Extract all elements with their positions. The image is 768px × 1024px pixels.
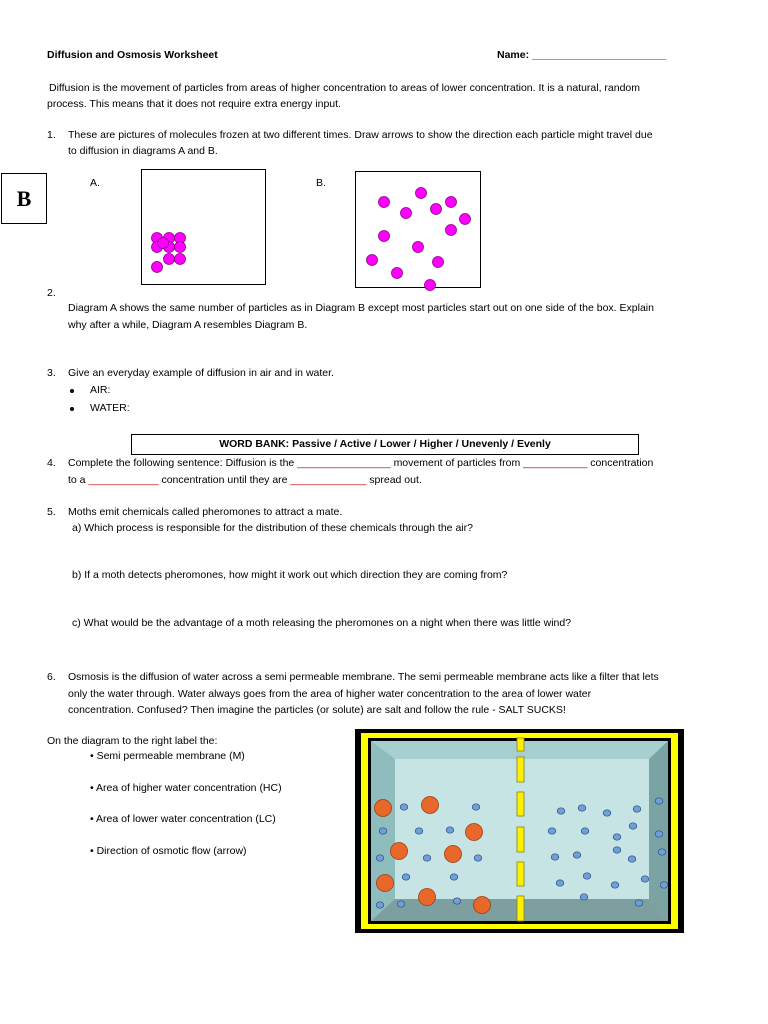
q4-blank-4: _____________ [290,474,367,486]
q6-line-3: concentration. Confused? Then imagine the particles (or solute) are salt and follow the rule - SALT SUCKS! [68,704,566,716]
worksheet-title: Diffusion and Osmosis Worksheet [47,49,218,61]
membrane-segment [517,896,524,921]
q1-line-2: to diffusion in diagrams A and B. [68,145,218,157]
q4-text-2c: spread out. [369,474,422,486]
water-particle [633,806,641,812]
membrane-segment [517,827,524,852]
bullet [70,389,74,393]
q4-line-2 [68,472,422,488]
membrane-segment [517,792,524,816]
particle [425,280,436,291]
q6-line-2: only the water through. Water always goes from the area of higher water concentration to the area of lower water [68,688,592,700]
water-particle [551,854,559,860]
q4-blank-3: ____________ [88,474,159,486]
water-particle [629,823,637,829]
water-particle [548,828,556,834]
water-particle [655,831,663,837]
q4-text-1a: Complete the following sentence: Diffusion is the [68,457,295,469]
q1-line-1: These are pictures of molecules frozen at two different times. Draw arrows to show the direction each particle might travel due [68,129,653,141]
q2-line-1: Diagram A shows the same number of particles as in Diagram B except most particles start out on one side of the box. Explain [68,302,654,314]
particle [431,204,442,215]
water-particle [573,852,581,858]
intro-line-2: process. This means that it does not require extra energy input. [47,98,341,110]
label-instructions: On the diagram to the right label the: [47,735,218,747]
q5-part-a: a) Which process is responsible for the distribution of these chemicals through the air? [72,522,473,534]
water-particle [474,855,482,861]
water-particle [472,804,480,810]
label-item-membrane: • Semi permeable membrane (M) [90,750,245,762]
solute-particle [422,797,439,814]
water-particle [581,828,589,834]
particle [392,268,403,279]
q3-water-label: WATER: [90,402,130,414]
q5-part-c: c) What would be the advantage of a moth releasing the pheromones on a night when there was little wind? [72,617,572,629]
water-particle [611,882,619,888]
water-particle [397,901,405,907]
diagram-a-particle-group [152,233,186,273]
q3-text: Give an everyday example of diffusion in air and in water. [68,367,334,379]
water-particle [655,798,663,804]
particle [175,242,186,253]
diagram-b-particle-group [367,188,471,291]
particle [413,242,424,253]
water-particle [660,882,668,888]
q2-number: 2. [47,287,56,299]
diagram-a-label: A. [90,177,100,189]
water-particle [658,849,666,855]
q4-line-1 [68,455,653,471]
particle [379,197,390,208]
diagram-b-label: B. [316,177,326,189]
water-particle [415,828,423,834]
name-field-label: Name: _______________________ [497,49,667,61]
water-particle [450,874,458,880]
water-particle [578,805,586,811]
version-badge: B [1,173,47,224]
q4-number: 4. [47,457,56,469]
solute-particle [445,846,462,863]
membrane-segment [517,862,524,886]
label-item-higher: • Area of higher water concentration (HC) [90,782,282,794]
water-particle [446,827,454,833]
q4-text-1b: movement of particles from [393,457,521,469]
diagram-a-particles [142,170,265,284]
label-item-lower: • Area of lower water concentration (LC) [90,813,276,825]
solute-particle [375,800,392,817]
diagram-b-box [355,171,481,288]
water-particle [379,828,387,834]
particle [446,197,457,208]
water-particle [603,810,611,816]
label-item-flow: • Direction of osmotic flow (arrow) [90,845,247,857]
solute-particle [391,843,408,860]
q3-number: 3. [47,367,56,379]
particle [416,188,427,199]
water-particle [641,876,649,882]
water-particle [628,856,636,862]
q5-text: Moths emit chemicals called pheromones to attract a mate. [68,506,343,518]
particle [175,254,186,265]
diagram-b-particles [356,172,480,294]
q1-number: 1. [47,129,56,141]
q4-text-2b: concentration until they are [161,474,288,486]
q3-air-label: AIR: [90,384,111,396]
water-particle [376,855,384,861]
q6-number: 6. [47,671,56,683]
q4-text-2a: to a [68,474,86,486]
intro-line-1: Diffusion is the movement of particles from areas of higher concentration to areas of lower concentration. It is a natural, random [49,82,641,94]
diagram-a-box [141,169,266,285]
particle [401,208,412,219]
q4-text-1c: concentration [590,457,654,469]
q4-blank-1: ________________ [297,457,391,469]
water-particle [400,804,408,810]
particle [379,231,390,242]
osmosis-diagram [355,729,684,933]
water-particle [402,874,410,880]
water-particle [557,808,565,814]
particle [433,257,444,268]
bullet [70,407,74,411]
water-particle [635,900,643,906]
water-particle [583,873,591,879]
particle [446,225,457,236]
water-particle [613,834,621,840]
q2-line-2: why after a while, Diagram A resembles Diagram B. [68,319,308,331]
water-particle [580,894,588,900]
q4-blank-2: ___________ [523,457,588,469]
solute-particle [419,889,436,906]
water-particle [376,902,384,908]
particle [158,238,169,249]
solute-particle [474,897,491,914]
word-bank: WORD BANK: Passive / Active / Lower / Higher / Unevenly / Evenly [131,434,639,455]
membrane-segment [517,738,524,751]
particle [460,214,471,225]
solute-particle [377,875,394,892]
water-particle [423,855,431,861]
water-particle [613,847,621,853]
particle [164,254,175,265]
q5-number: 5. [47,506,56,518]
membrane-segment [517,757,524,782]
q6-line-1: Osmosis is the diffusion of water across a semi permeable membrane. The semi permeable membrane acts like a filter that lets [68,671,659,683]
particle [152,262,163,273]
water-particle [453,898,461,904]
solute-particle [466,824,483,841]
particle [367,255,378,266]
water-particle [556,880,564,886]
q5-part-b: b) If a moth detects pheromones, how might it work out which direction they are coming from? [72,569,508,581]
